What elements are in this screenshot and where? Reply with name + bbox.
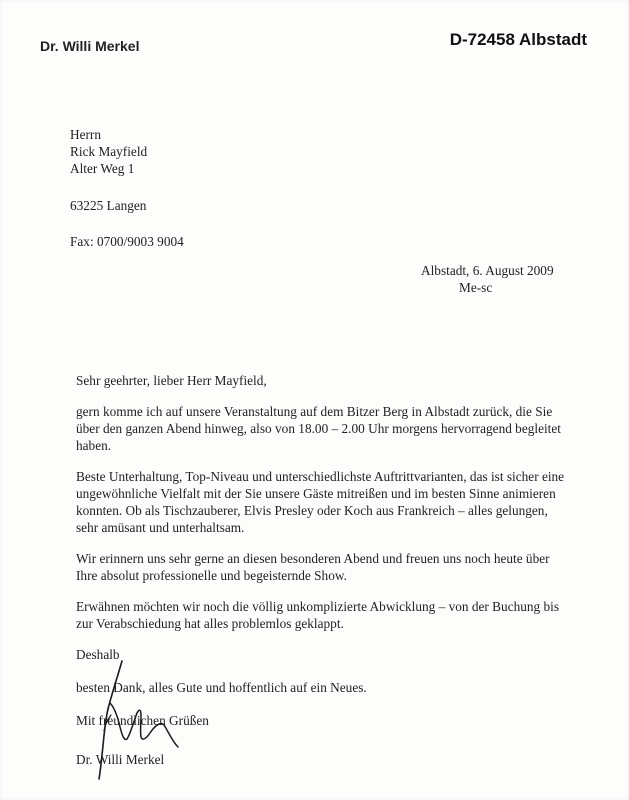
date-block <box>421 262 554 296</box>
letterhead-sender-city: D-72458 Albstadt <box>449 30 587 49</box>
recipient-name: Rick Mayfield <box>70 144 148 159</box>
paragraph-2: Beste Unterhaltung, Top-Niveau und unterschiedlichste Auftrittvarianten, das ist sicher eine ungewöhnliche Vielfalt mit der Sie unsere Gäste mitreißen und im besten Sinne animieren konnten. Ob als Tischzauberer, Elvis Presley oder Koch aus Frankreich – alles gelungen, sehr amüsant und unterhaltsam. <box>76 469 565 535</box>
recipient-street: Alter Weg 1 <box>70 161 135 176</box>
paragraph-4: Erwähnen möchten wir noch die völlig unkomplizierte Abwicklung – von der Buchung bis zur Verabschiedung hat alles problemlos geklappt. <box>76 599 560 631</box>
paragraph-3: Wir erinnern uns sehr gerne an diesen besonderen Abend und freuen uns noch heute über Ihre absolut professionelle und begeisternde Show. <box>76 551 550 583</box>
handwritten-signature <box>78 655 208 780</box>
paragraph-1: gern komme ich auf unsere Veranstaltung auf dem Bitzer Berg in Albstadt zurück, die Sie über den ganzen Abend hinweg, also von 18.00 – 2.00 Uhr morgens hervorragend begleitet haben. <box>76 404 561 453</box>
thanks-line: besten Dank, alles Gute und hoffentlich auf ein Neues. <box>76 680 367 695</box>
signer-name: Dr. Willi Merkel <box>76 752 165 767</box>
regards-line: Mit freundlichen Grüßen <box>76 713 209 728</box>
reference-code: Me-sc <box>459 280 493 295</box>
deshalb-line: Deshalb <box>76 647 120 662</box>
place-date: Albstadt, 6. August 2009 <box>421 263 554 278</box>
recipient-city: 63225 Langen <box>70 198 147 213</box>
letterhead-sender-name: Dr. Willi Merkel <box>40 38 140 54</box>
greeting: Sehr geehrter, lieber Herr Mayfield, <box>76 373 267 388</box>
recipient-fax: Fax: 0700/9003 9004 <box>70 234 184 249</box>
recipient-salutation-line: Herrn <box>70 127 102 142</box>
recipient-address <box>70 126 184 250</box>
